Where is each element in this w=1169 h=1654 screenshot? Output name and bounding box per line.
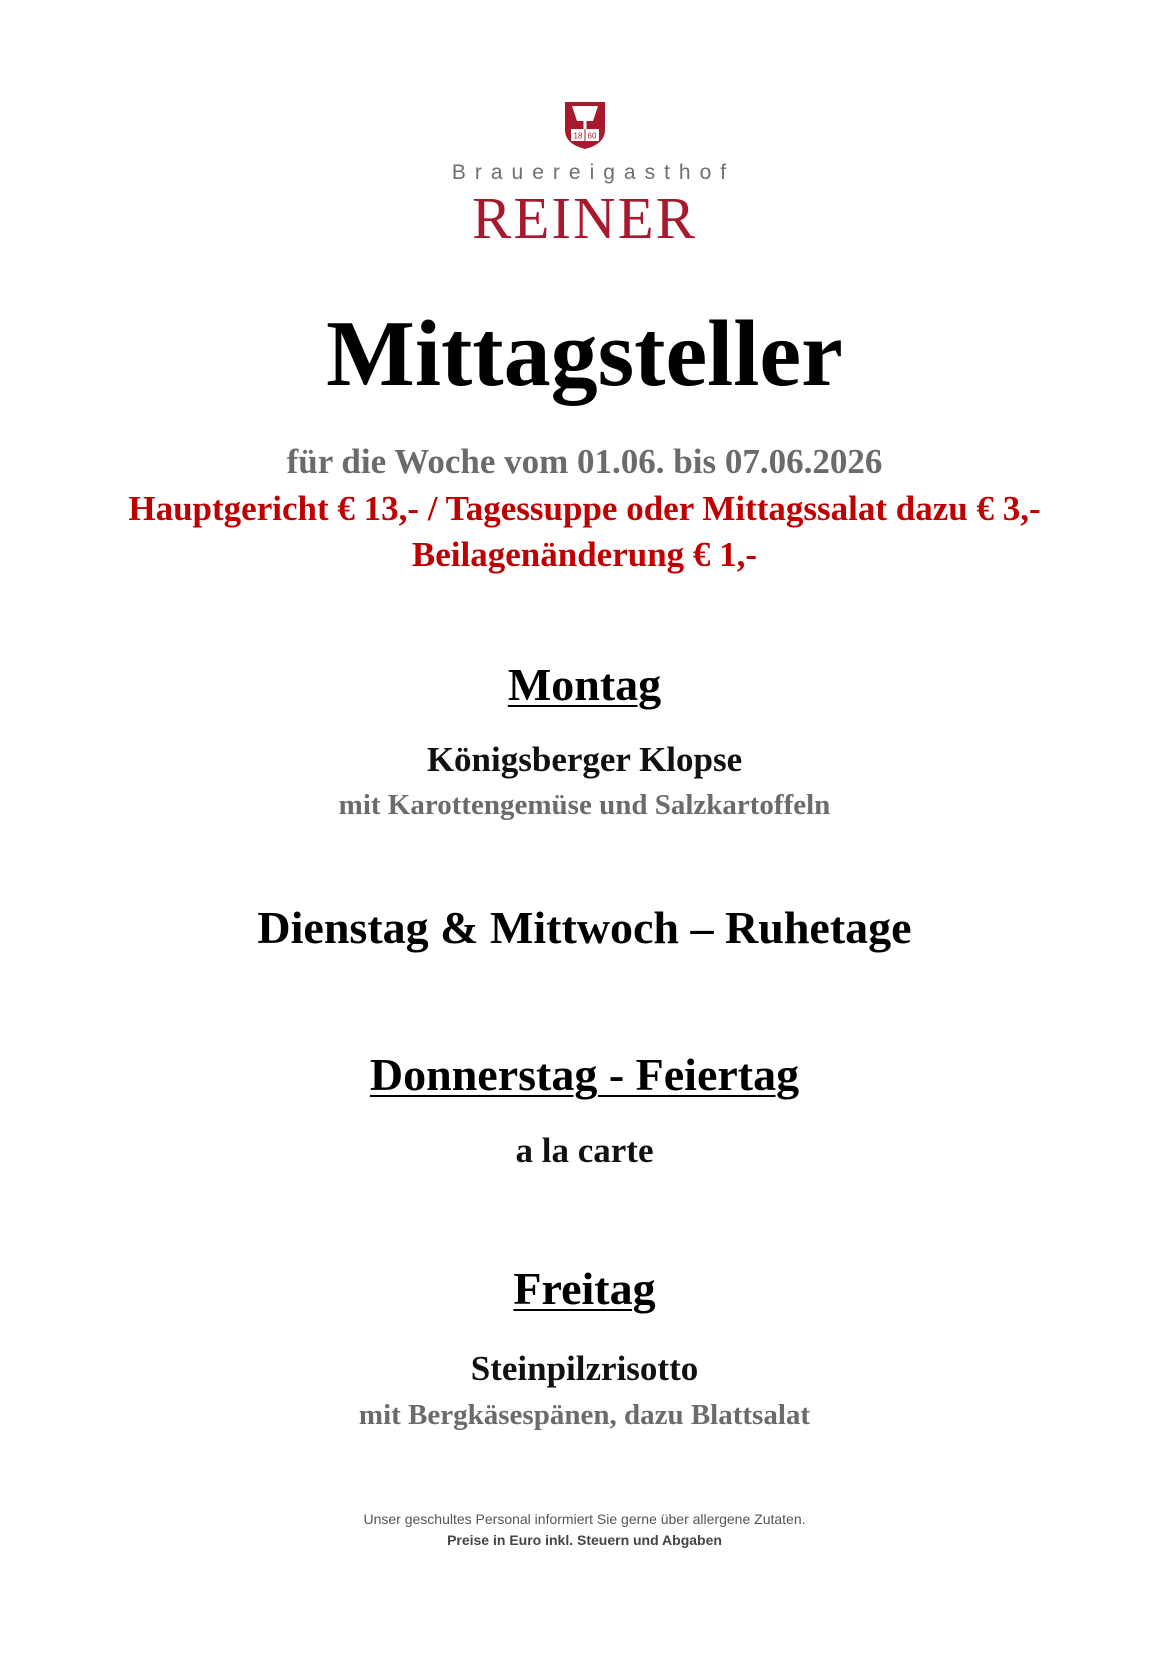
- price-line-side-change: Beilagenänderung € 1,-: [411, 535, 758, 574]
- dish-friday: Steinpilzrisotto: [470, 1349, 699, 1388]
- price-line-main: Hauptgericht € 13,- / Tagessuppe oder Mittagssalat dazu € 3,-: [128, 489, 1041, 528]
- price-note: Preise in Euro inkl. Steuern und Abgaben: [447, 1532, 722, 1548]
- day-heading-thursday: Donnerstag - Feiertag: [369, 1049, 800, 1100]
- day-heading-tue-wed: Dienstag & Mittwoch – Ruhetage: [257, 902, 912, 953]
- brand-subtitle: Brauereigasthof: [451, 161, 736, 184]
- day-heading-monday: Montag: [507, 659, 662, 710]
- dish-side-monday: mit Karottengemüse und Salzkartoffeln: [338, 789, 831, 821]
- emblem-year-left: 18: [573, 131, 583, 141]
- dish-side-friday: mit Bergkäsespänen, dazu Blattsalat: [358, 1399, 811, 1431]
- dish-monday: Königsberger Klopse: [426, 740, 743, 779]
- emblem-year-right: 60: [587, 131, 597, 141]
- page-title: Mittagsteller: [326, 302, 843, 406]
- thursday-note: a la carte: [515, 1131, 654, 1170]
- day-heading-friday: Freitag: [513, 1263, 656, 1314]
- brand-name: REINER: [471, 185, 698, 251]
- allergen-note: Unser geschultes Personal informiert Sie gerne über allergene Zutaten.: [363, 1511, 806, 1527]
- week-range: für die Woche vom 01.06. bis 07.06.2026: [286, 442, 883, 481]
- brewery-emblem-icon: [563, 100, 607, 150]
